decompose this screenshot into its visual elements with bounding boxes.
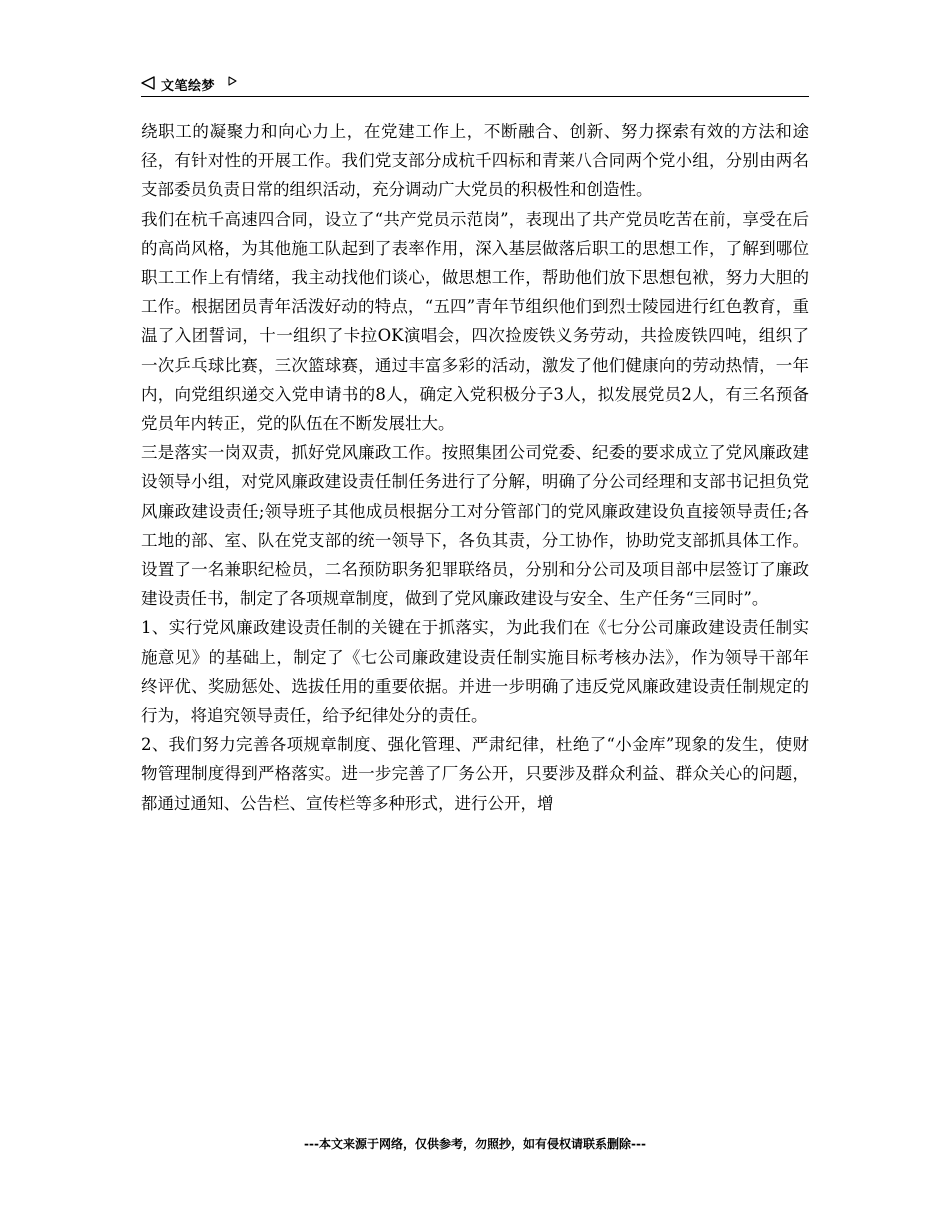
brand-name: 文笔绘梦 [161,79,216,94]
paragraph: 绕职工的凝聚力和向心力上，在党建工作上，不断融合、创新、努力探索有效的方法和途径，有针对性的开展工作。我们党支部分成杭千四标和青莱八合同两个党小组，分别由两名支部委员负责日常的组织活动，充分调动广大党员的积极性和创造性。 [141,122,809,200]
paragraph: 我们在杭千高速四合同，设立了“共产党员示范岗”，表现出了共产党员吃苦在前，享受在后的高尚风格，为其他施工队起到了表率作用，深入基层做落后职工的思想工作，了解到哪位职工工作上有情绪，我主动找他们谈心，做思想工作，帮助他们放下思想包袱，努力大胆的工作。根据团员青年活泼好动的特点，“五四”青年节组织他们到烈士陵园进行红色教育，重温了入团誓词，十一组织了卡拉OK演唱会，四次捡废铁义务劳动，共捡废铁四吨，组织了一次乒乓球比赛，三次篮球赛，通过丰富多彩的活动，激发了他们健康向的劳动热情，一年内，向党组织递交入党申请书的8人，确定入党积极分子3人，拟发展党员2人，有三名预备党员年内转正，党的队伍在不断发展壮大。 [141,209,809,434]
right-triangle-icon [228,76,237,86]
page-header [141,72,809,97]
paragraph: 1、实行党风廉政建设责任制的关键在于抓落实，为此我们在《七分公司廉政建设责任制实施意见》的基础上，制定了《七公司廉政建设责任制实施目标考核办法》，作为领导干部年终评优、奖励惩处、选拔任用的重要依据。并进一步明确了违反党风廉政建设责任制规定的行为，将追究领导责任，给予纪律处分的责任。 [141,618,809,726]
document-body [141,117,809,818]
paragraph: 三是落实一岗双责，抓好党风廉政工作。按照集团公司党委、纪委的要求成立了党风廉政建设领导小组，对党风廉政建设责任制任务进行了分解，明确了分公司经理和支部书记担负党风廉政建设责任;领导班子其他成员根据分工对分管部门的党风廉政建设负直接领导责任;各工地的部、室、队在党支部的统一领导下，各负其责，分工协作，协助党支部抓具体工作。设置了一名兼职纪检员，二名预防职务犯罪联络员，分别和分公司及项目部中层签订了廉政建设责任书，制定了各项规章制度，做到了党风廉政建设与安全、生产任务“三同时”。 [141,443,809,609]
left-triangle-icon [141,76,155,90]
paragraph: 2、我们努力完善各项规章制度、强化管理、严肃纪律，杜绝了“小金库”现象的发生，使财物管理制度得到严格落实。进一步完善了厂务公开，只要涉及群众利益、群众关心的问题，都通过通知、公告栏、宣传栏等多种形式，进行公开，增 [141,735,809,813]
footer-notice: ---本文来源于网络，仅供参考，勿照抄，如有侵权请联系删除--- [304,1137,646,1151]
